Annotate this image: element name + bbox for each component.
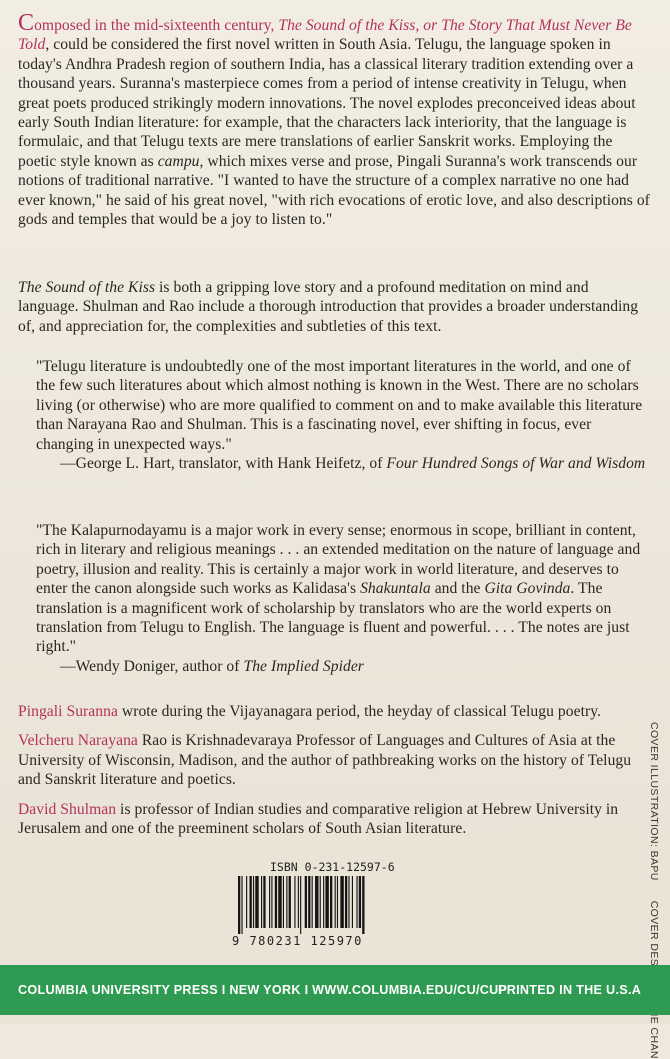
paragraph-text: , could be considered the first novel written in South Asia. Telugu, the language spoken in today's Andhra Pradesh region of southern India, has a classical literary tradition extending over a thousand years. Suranna's masterpiece comes from a period of intense creativity in Telugu, when great poets produced strikingly modern innovations. The novel explodes preconceived ideas about early South Indian literature: for example, that the characters lack interiority, that the language is formulaic, and that Telugu texts are mere translations of earlier Sanskrit works. Employing the poetic style known as — [18, 36, 636, 170]
barcode-bar — [315, 876, 318, 928]
barcode-bar — [261, 876, 262, 928]
barcode-bar — [286, 876, 287, 928]
barcode-bar — [325, 876, 328, 928]
barcode-bar — [269, 876, 270, 928]
bio-name: Pingali Suranna — [18, 703, 118, 720]
barcode-bar — [340, 876, 343, 928]
cover-credits — [642, 722, 664, 942]
barcode-number: 9 780231 125970 — [232, 934, 363, 948]
title-gita-govinda: Gita Govinda — [484, 580, 571, 598]
blurb-text — [36, 521, 648, 657]
isbn-label: ISBN 0-231-12597-6 — [270, 860, 395, 874]
book-title-inline: The Sound of the Kiss, or The Story That Must Never Be Told — [18, 17, 632, 54]
attribution-text: —George L. Hart, translator, with Hank Heifetz, of — [60, 455, 387, 473]
lead-in-text: omposed in the mid-sixteenth century, — [34, 17, 279, 34]
bio-shulman — [18, 800, 650, 839]
barcode-bar — [337, 876, 338, 928]
barcode-bar — [345, 876, 347, 928]
description-paragraph-2 — [18, 278, 650, 336]
title-shakuntala: Shakuntala — [360, 580, 431, 598]
barcode-bar — [330, 876, 332, 928]
barcode-bar — [255, 876, 258, 928]
barcode-bar — [298, 876, 299, 928]
barcode-bar — [253, 876, 254, 928]
barcode-bar — [356, 876, 357, 928]
attribution-text: —Wendy Doniger, author of — [60, 657, 244, 675]
barcode-bar — [278, 876, 281, 928]
blurb-text-part: . The translation is a magnificent work of scholarship by translators who are the world experts on translation from Telugu to English. The language is fluent and powerful. . . . The notes are just right." — [36, 580, 630, 656]
barcode-bar — [320, 876, 321, 928]
blurb-attribution — [36, 454, 648, 473]
barcode-bar — [294, 876, 295, 928]
illustration-credit: COVER ILLUSTRATION: BAPU — [648, 722, 660, 881]
blurb-doniger — [36, 521, 648, 676]
printed-line: PRINTED IN THE U.S.A — [498, 983, 642, 997]
barcode-bar — [348, 876, 349, 928]
barcode-bar — [359, 876, 361, 928]
bio-text: is professor of Indian studies and comparative religion at Hebrew University in Jerusalem and one of the preeminent scholars of South Asian literature. — [18, 800, 619, 838]
barcode-bar — [289, 876, 291, 928]
publisher-line: COLUMBIA UNIVERSITY PRESS I NEW YORK I WWW.COLUMBIA.EDU/CU/CUP — [18, 983, 508, 997]
description-paragraph-1 — [18, 10, 650, 229]
barcode-bar — [352, 876, 353, 928]
blurb-text: "Telugu literature is undoubtedly one of the most important literatures in the world, and one of the few such literatures about which almost nothing is known in the West. There are no scholars living (or otherwise) who are more qualified to comment on and to make available this literature than Narayana Rao and Shulman. This is a fascinating novel, ever shifting in focus, ever changing in unexpected ways." — [36, 358, 643, 453]
book-title-inline: The Sound of the Kiss — [18, 279, 156, 296]
attribution-title: Four Hundred Songs of War and Wisdom — [386, 455, 646, 473]
bio-text: Rao is Krishnadevaraya Professor of Languages and Cultures of Asia at the University of Wisconsin, Madison, and the author of pathbreaking works on the history of Telugu and Sanskrit literature and poetics. — [18, 732, 632, 789]
barcode-bar — [238, 876, 240, 934]
blurb-hart — [36, 357, 648, 473]
barcode — [232, 860, 420, 952]
term-campu: campu — [157, 152, 200, 170]
blurb-text-part: and the — [430, 580, 485, 598]
barcode-bar — [300, 876, 301, 934]
attribution-title: The Implied Spider — [243, 657, 364, 675]
author-bios — [18, 702, 650, 848]
barcode-bar — [323, 876, 324, 928]
paragraph-text: is both a gripping love story and a profound meditation on mind and language. Shulman and Rao include a thorough introduction that provides a broader understanding of, and appreciation for, the complexities and subtleties of this text. — [18, 279, 639, 335]
barcode-bar — [312, 876, 313, 928]
bio-suranna — [18, 702, 650, 721]
barcode-bar — [263, 876, 265, 928]
barcode-bars — [232, 876, 420, 934]
barcode-bar — [246, 876, 247, 928]
barcode-bar — [283, 876, 284, 928]
barcode-bar — [362, 876, 364, 934]
paragraph-text: , which mixes verse and prose, Pingali Suranna's work transcends our notions of traditional narrative. "I wanted to have the structure of a complex narrative no one had ever known," he said of his great novel, "with rich evocations of erotic love, and also descriptions of gods and temples that would be a joy to listen to." — [18, 152, 650, 229]
barcode-bar — [250, 876, 252, 928]
blurb-text-part: "The Kalapurnodayamu is a major work in every sense; enormous in scope, brilliant in content, rich in literary and religious meanings . . . an extended meditation on the nature of language and poetry, illusion and reality. This is certainly a major work in world literature, and deserves to enter the canon alongside such works as Kalidasa's — [36, 522, 641, 598]
barcode-bar — [308, 876, 310, 928]
publisher-footer — [0, 965, 670, 1015]
barcode-bar — [275, 876, 277, 928]
barcode-bar — [305, 876, 307, 928]
bio-name: David Shulman — [18, 800, 117, 818]
barcode-bar — [271, 876, 272, 928]
blurb-attribution — [36, 657, 648, 676]
bio-name: Velcheru Narayana — [18, 732, 138, 750]
barcode-bar — [241, 876, 242, 934]
bio-text: wrote during the Vijayanagara period, the heyday of classical Telugu poetry. — [117, 703, 601, 720]
drop-cap: C — [18, 10, 35, 36]
bio-narayana-rao — [18, 731, 650, 789]
barcode-bar — [335, 876, 336, 928]
